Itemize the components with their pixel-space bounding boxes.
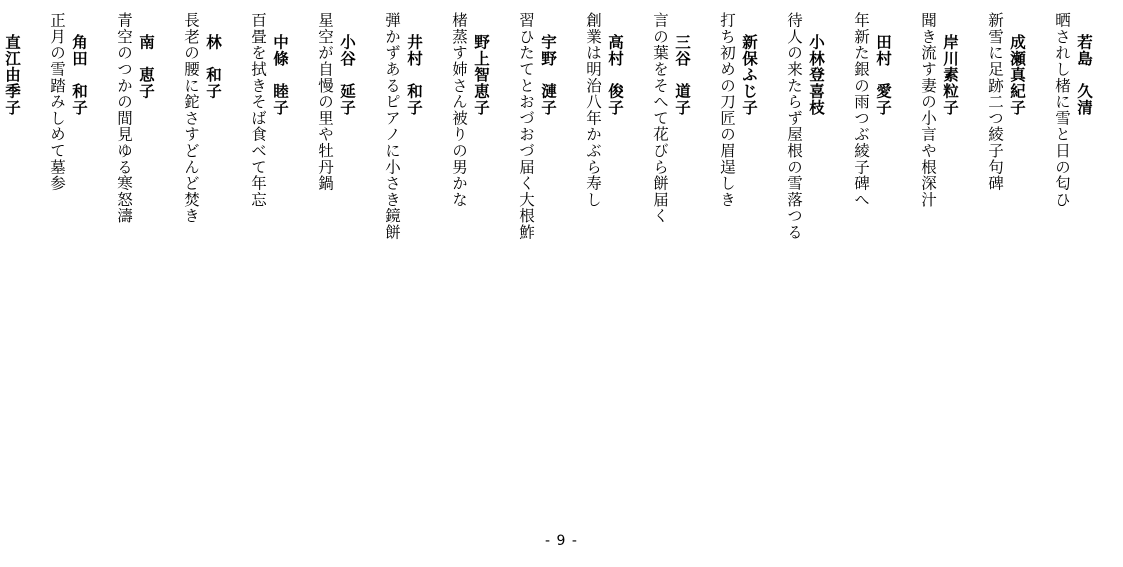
haiku-text: 晒されし楮に雪と日の匂ひ: [1053, 12, 1071, 208]
haiku-entry: [381, 12, 425, 240]
author-name: 中條 睦子: [271, 34, 289, 116]
haiku-text: 楮蒸す姉さん被りの男かな: [450, 12, 468, 208]
haiku-text: 待人の来たらず屋根の雪落つる: [785, 12, 803, 241]
haiku-text: 長老の腰に鉈さすどんど焚き: [182, 12, 200, 224]
author-name: 野上智恵子: [472, 34, 490, 116]
haiku-text: 創業は明治八年かぶら寿し: [584, 12, 602, 208]
haiku-entry: [0, 12, 23, 240]
haiku-entry: [582, 12, 626, 208]
haiku-entry: [1051, 12, 1095, 208]
author-name: 角田 和子: [70, 34, 88, 116]
author-name: 若島 久清: [1075, 34, 1093, 116]
haiku-text: 正月の雪踏みしめて墓参: [48, 12, 66, 192]
author-name: 井村 和子: [405, 34, 423, 116]
haiku-entry: [984, 12, 1028, 191]
haiku-entry: [448, 12, 492, 208]
author-name: 林 和子: [204, 34, 222, 100]
author-name: 田村 愛子: [874, 34, 892, 116]
author-name: 直江由季子: [3, 34, 21, 116]
haiku-entry: [649, 12, 693, 224]
haiku-text: 習ひたてとおづおづ届く大根鮓: [517, 12, 535, 241]
author-name: 岸川素粒子: [941, 34, 959, 116]
haiku-entry: [46, 12, 90, 191]
author-name: 小林登喜枝: [807, 34, 825, 116]
author-name: 高村 俊子: [606, 34, 624, 116]
haiku-text: 弾かずあるピアノに小さき鏡餅: [383, 12, 401, 241]
haiku-text: 言の葉をそへて花びら餅届く: [651, 12, 669, 224]
haiku-text: 年新た銀の雨つぶ綾子碑へ: [852, 12, 870, 208]
haiku-entry: [515, 12, 559, 240]
author-name: 南 恵子: [137, 34, 155, 100]
haiku-entry: [180, 12, 224, 224]
haiku-text: 百畳を拭きそば食べて年忘: [249, 12, 267, 208]
author-name: 成瀬真紀子: [1008, 34, 1026, 116]
haiku-entry: [850, 12, 894, 208]
haiku-list: [0, 12, 1095, 240]
author-name: 小谷 延子: [338, 34, 356, 116]
haiku-text: 打ち初めの刀匠の眉逞しき: [718, 12, 736, 208]
haiku-entry: [783, 12, 827, 240]
author-name: 三谷 道子: [673, 34, 691, 116]
haiku-text: 聞き流す妻の小言や根深汁: [919, 12, 937, 208]
author-name: 宇野 漣子: [539, 34, 557, 116]
haiku-text: 星空が自慢の里や牡丹鍋: [316, 12, 334, 192]
haiku-text: 新雪に足跡二つ綾子句碑: [986, 12, 1004, 192]
haiku-entry: [314, 12, 358, 191]
haiku-entry: [716, 12, 760, 208]
haiku-entry: [917, 12, 961, 208]
haiku-entry: [247, 12, 291, 208]
page-number: - 9 -: [545, 533, 578, 549]
haiku-text: 青空のつかの間見ゆる寒怒濤: [115, 12, 133, 224]
author-name: 新保ふじ子: [740, 34, 758, 116]
haiku-entry: [113, 12, 157, 224]
